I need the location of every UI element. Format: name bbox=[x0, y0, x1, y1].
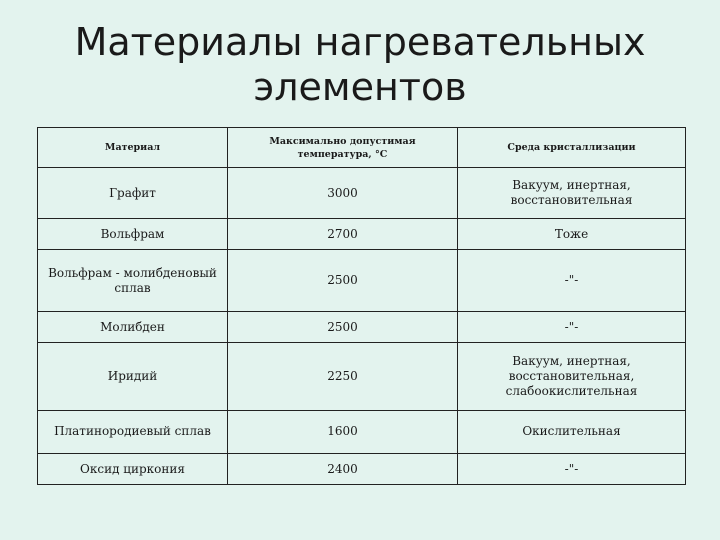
table-row bbox=[38, 410, 686, 453]
cell-material: Оксид циркония bbox=[38, 454, 228, 485]
cell-temperature: 2500 bbox=[228, 250, 458, 312]
table-header-row bbox=[38, 128, 686, 168]
cell-medium: -"- bbox=[458, 250, 686, 312]
cell-medium: Окислительная bbox=[458, 410, 686, 453]
materials-table-container bbox=[37, 127, 685, 485]
cell-material: Вольфрам - молибденовый сплав bbox=[38, 250, 228, 312]
cell-material: Платинородиевый сплав bbox=[38, 410, 228, 453]
table-row bbox=[38, 219, 686, 250]
table-row bbox=[38, 342, 686, 410]
cell-temperature: 2400 bbox=[228, 454, 458, 485]
cell-medium: Вакуум, инертная, восстановительная bbox=[458, 168, 686, 219]
cell-temperature: 2250 bbox=[228, 342, 458, 410]
cell-material: Графит bbox=[38, 168, 228, 219]
cell-medium: Тоже bbox=[458, 219, 686, 250]
slide-title bbox=[0, 20, 720, 110]
materials-table bbox=[37, 127, 686, 485]
table-row bbox=[38, 312, 686, 343]
table-row bbox=[38, 168, 686, 219]
cell-material: Молибден bbox=[38, 312, 228, 343]
cell-medium: Вакуум, инертная, восстановительная, слабоокислительная bbox=[458, 342, 686, 410]
cell-temperature: 1600 bbox=[228, 410, 458, 453]
cell-medium: -"- bbox=[458, 312, 686, 343]
cell-material: Иридий bbox=[38, 342, 228, 410]
header-max-temperature: Максимально допустимая температура, °С bbox=[228, 128, 458, 168]
cell-temperature: 2700 bbox=[228, 219, 458, 250]
cell-material: Вольфрам bbox=[38, 219, 228, 250]
slide-title-line-1: Материалы нагревательных bbox=[74, 20, 646, 64]
cell-medium: -"- bbox=[458, 454, 686, 485]
slide-title-line-2: элементов bbox=[253, 65, 467, 109]
table-row bbox=[38, 454, 686, 485]
header-crystallization-medium: Среда кристаллизации bbox=[458, 128, 686, 168]
cell-temperature: 2500 bbox=[228, 312, 458, 343]
table-row bbox=[38, 250, 686, 312]
cell-temperature: 3000 bbox=[228, 168, 458, 219]
header-material: Материал bbox=[38, 128, 228, 168]
